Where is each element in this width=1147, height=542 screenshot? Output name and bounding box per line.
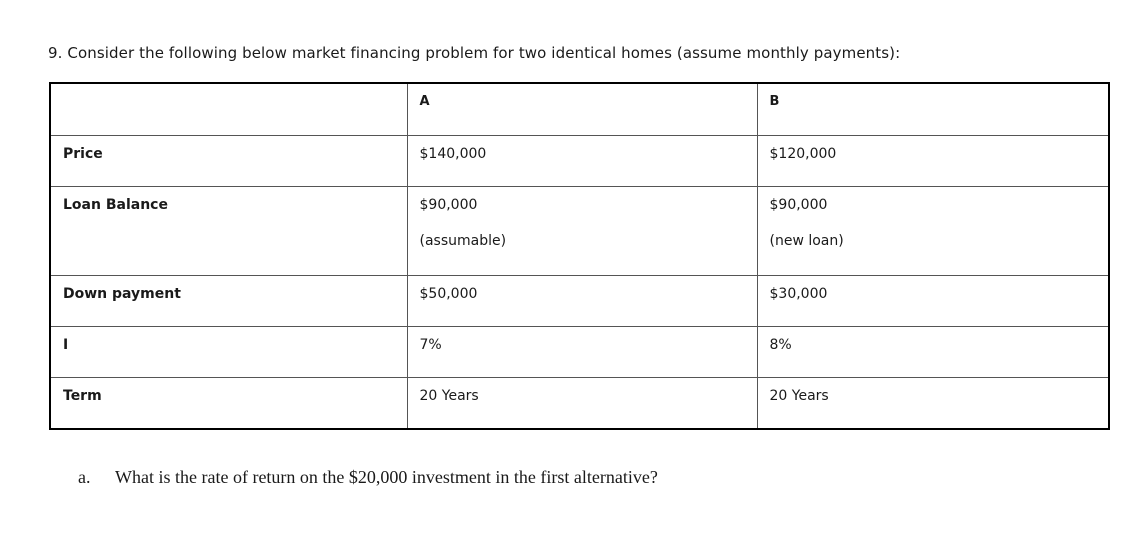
cell-b: 20 Years bbox=[757, 377, 1109, 429]
row-label: Loan Balance bbox=[50, 186, 407, 275]
table-header-row bbox=[50, 83, 1109, 135]
header-cell-b: B bbox=[757, 83, 1109, 135]
question-text: 9. Consider the following below market financing problem for two identical homes (assume monthly payments): bbox=[48, 44, 901, 62]
cell-b: $30,000 bbox=[757, 275, 1109, 326]
table-row-term bbox=[50, 377, 1109, 429]
financing-table bbox=[49, 82, 1110, 430]
cell-a: $140,000 bbox=[407, 135, 757, 186]
table-row-interest bbox=[50, 326, 1109, 377]
cell-a: 7% bbox=[407, 326, 757, 377]
row-label: Down payment bbox=[50, 275, 407, 326]
row-label: Term bbox=[50, 377, 407, 429]
cell-b-line2: (new loan) bbox=[769, 232, 844, 249]
cell-b: 8% bbox=[757, 326, 1109, 377]
sub-question-text: What is the rate of return on the $20,000 investment in the first alternative? bbox=[115, 467, 658, 487]
header-cell-a: A bbox=[407, 83, 757, 135]
sub-question bbox=[78, 467, 658, 488]
table-row-price bbox=[50, 135, 1109, 186]
table-row-down-payment bbox=[50, 275, 1109, 326]
header-cell-empty bbox=[50, 83, 407, 135]
sub-question-letter: a. bbox=[78, 467, 91, 487]
cell-a bbox=[407, 186, 757, 275]
cell-a: $50,000 bbox=[407, 275, 757, 326]
cell-b-line1: $90,000 bbox=[769, 196, 828, 213]
row-label: Price bbox=[50, 135, 407, 186]
cell-b: $120,000 bbox=[757, 135, 1109, 186]
cell-a: 20 Years bbox=[407, 377, 757, 429]
table-row-loan-balance bbox=[50, 186, 1109, 275]
cell-a-line1: $90,000 bbox=[419, 196, 478, 213]
cell-b bbox=[757, 186, 1109, 275]
row-label: I bbox=[50, 326, 407, 377]
cell-a-line2: (assumable) bbox=[419, 232, 507, 249]
